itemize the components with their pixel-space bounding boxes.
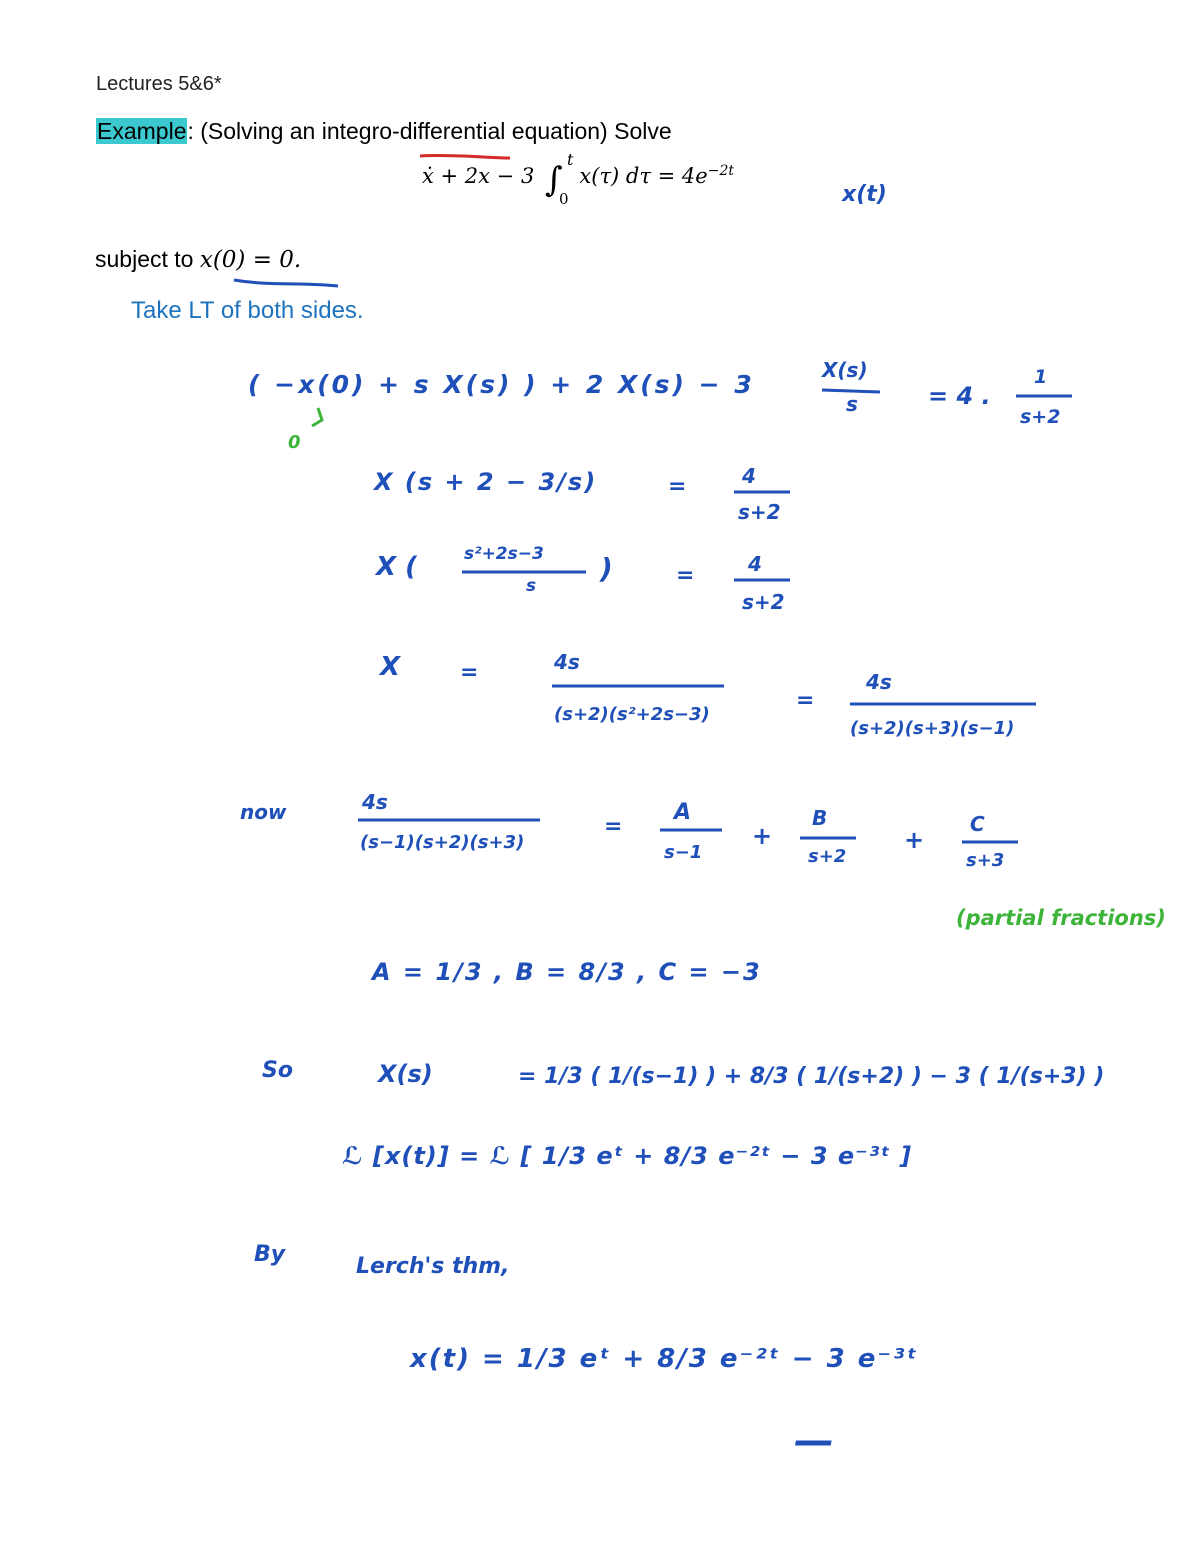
example-colon: :: [187, 118, 194, 144]
hw-line2-eq: =: [668, 474, 687, 499]
hw-xs-lhs: X(s): [378, 1060, 433, 1088]
hw-zero-note: 0: [288, 432, 301, 453]
hw-partial-fractions: (partial fractions): [956, 906, 1166, 930]
hw-line3-eq: =: [676, 563, 695, 588]
hw-line1: ( −x(0) + s X(s) ) + 2 X(s) − 3: [248, 370, 755, 399]
hw-line1-frac-den: s: [846, 392, 858, 416]
instruction-take-lt: Take LT of both sides.: [131, 297, 364, 324]
red-underline: [420, 155, 510, 158]
hw-line2-den: s+2: [738, 500, 781, 524]
example-text: (Solving an integro-differential equation) Solve: [193, 118, 672, 144]
hw-line1-frac-num: X(s): [822, 358, 868, 382]
hw-line3-num: s²+2s−3: [464, 544, 544, 564]
hw-pf-b-num: B: [812, 806, 828, 830]
hw-xs-rhs: = 1/3 ( 1/(s−1) ) + 8/3 ( 1/(s+2) ) − 3 ( 1/(s+3) ): [518, 1064, 1105, 1089]
equation-lhs: ẋ + 2x − 3: [422, 164, 535, 188]
hw-pf-num: 4s: [362, 790, 388, 814]
initial-condition-value: x(0) = 0.: [199, 247, 302, 273]
page-header: Lectures 5&6*: [96, 73, 222, 95]
green-tick: [312, 408, 322, 426]
hw-line3-rhs-num: 4: [748, 552, 762, 576]
equation-integrand: x(τ) dτ = 4e: [579, 164, 708, 188]
hw-pf-plus1: +: [752, 822, 773, 850]
hw-pf-plus2: +: [904, 826, 925, 854]
equation-exponent: −2t: [707, 163, 734, 179]
hw-pf-eq: =: [604, 814, 623, 839]
hw-end-mark: —: [794, 1418, 834, 1464]
frac-bar-1: [822, 390, 880, 392]
hw-line1-rhs: = 4 .: [928, 382, 991, 410]
hw-line3-rhs-den: s+2: [742, 590, 785, 614]
hw-line1-rhs-den: s+2: [1020, 406, 1061, 428]
hw-line1-rhs-num: 1: [1034, 366, 1048, 388]
hw-pf-b-den: s+2: [808, 846, 847, 867]
hw-line4-eq1: =: [460, 660, 479, 685]
hw-final-answer: x(t) = 1/3 eᵗ + 8/3 e⁻²ᵗ − 3 e⁻³ᵗ: [410, 1344, 919, 1374]
hw-pf-c-den: s+3: [966, 850, 1005, 871]
hw-pf-a-den: s−1: [664, 842, 703, 863]
hw-x-of-t: x(t): [842, 182, 887, 207]
integral-sign: ∫ t 0: [545, 150, 574, 208]
hw-line2: X (s + 2 − 3/s): [374, 468, 598, 496]
hw-line4-den2: (s+2)(s+3)(s−1): [850, 718, 1015, 739]
hw-line3-close: ): [600, 552, 613, 585]
hw-line2-num: 4: [742, 464, 756, 488]
hw-coefficients: A = 1/3 , B = 8/3 , C = −3: [372, 958, 762, 986]
hw-line4-num1: 4s: [554, 650, 580, 674]
hw-pf-den: (s−1)(s+2)(s+3): [360, 832, 525, 853]
hw-so: So: [262, 1058, 293, 1083]
integral-lower-limit: 0: [559, 190, 569, 208]
hw-by: By: [254, 1242, 286, 1267]
hw-line4-eq2: =: [796, 688, 815, 713]
integral-upper-limit: t: [567, 150, 574, 169]
hw-line4-lhs: X: [380, 652, 401, 682]
blue-underline-condition: [234, 280, 338, 286]
hw-line3-open: X (: [376, 552, 417, 582]
subject-to-label: subject to: [95, 246, 200, 272]
example-label: Example: [97, 118, 187, 144]
hw-pf-a-num: A: [674, 800, 692, 825]
hw-now: now: [240, 800, 287, 824]
hw-pf-c-num: C: [970, 812, 985, 836]
hw-laplace-line: ℒ [x(t)] = ℒ [ 1/3 eᵗ + 8/3 e⁻²ᵗ − 3 e⁻³ᵗ ]: [342, 1142, 912, 1170]
hw-line4-num2: 4s: [866, 670, 892, 694]
hw-lerch: Lerch's thm,: [356, 1254, 510, 1279]
hw-line4-den1: (s+2)(s²+2s−3): [554, 704, 710, 725]
hw-line3-den: s: [526, 576, 537, 596]
